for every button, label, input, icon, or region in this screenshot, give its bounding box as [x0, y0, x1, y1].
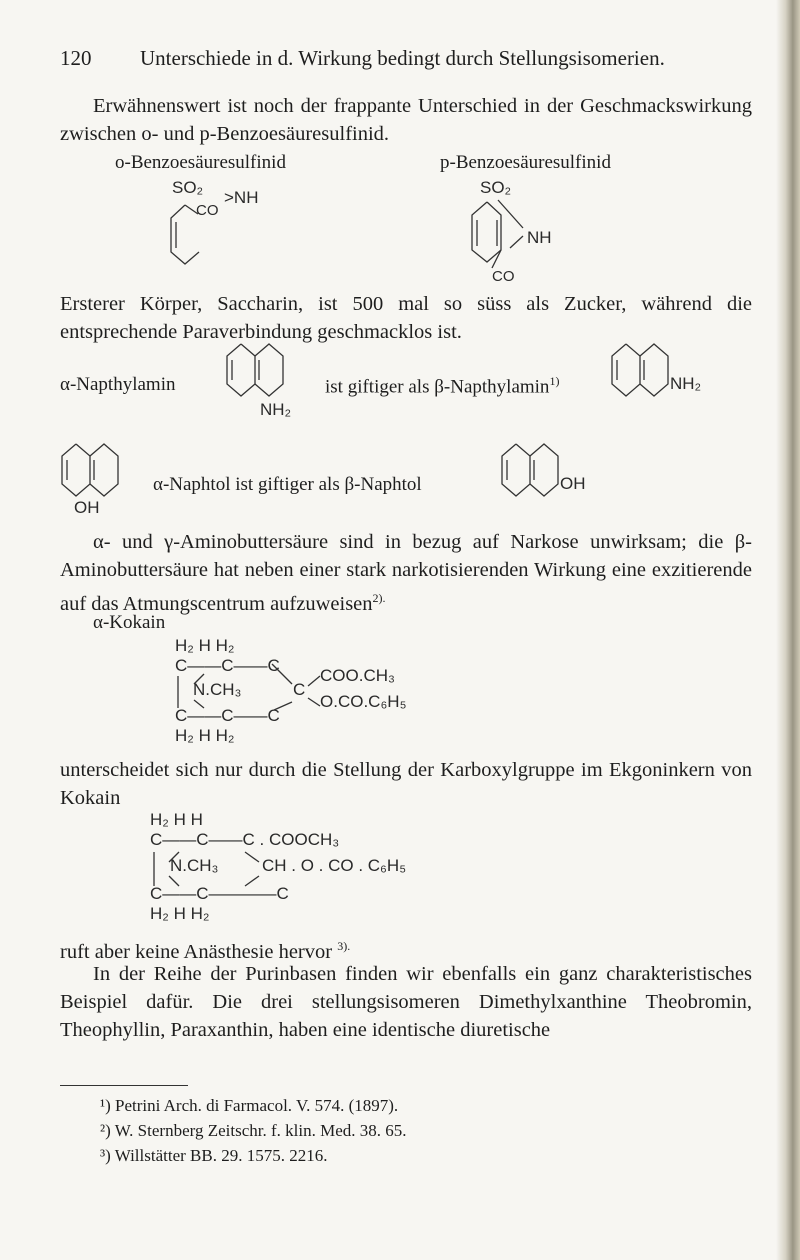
para3-text: α- und γ-Aminobuttersäure sind in bezug auf Narkose unwirksam; die β-Aminobuttersäure hat neben einer stark narkotisierenden Wirkung eine exzitierende auf das Atmungscentrum aufzuweisen [60, 531, 752, 615]
paragraph-aminobuttersaeure [60, 528, 752, 618]
kokain-nch3: N.CH₃ [193, 680, 242, 699]
footnote-rule [60, 1085, 188, 1086]
kokain-cooch3: COO.CH₃ [320, 666, 395, 685]
ekgonin-ch-ester: CH . O . CO . C₆H₅ [262, 856, 407, 875]
ekgonin-c-top: C——C——C . COOCH₃ [150, 830, 340, 849]
ekgonin-c-bot: C——C————C [150, 884, 289, 903]
ekgonin-bot-h: H₂ H H₂ [150, 904, 210, 923]
kokain-c-bot: C——C——C [175, 706, 280, 725]
alpha-nh2: NH₂ [260, 400, 292, 419]
ekgonin-top-h: H₂ H H [150, 810, 203, 829]
footnote-3: ³) Willstätter BB. 29. 1575. 2216. [100, 1146, 328, 1165]
beta-oh: OH [560, 474, 586, 493]
ortho-so2: SO₂ [172, 178, 204, 197]
ortho-label: o-Benzoesäuresulfinid [115, 152, 286, 173]
kokain-label: α-Kokain [93, 612, 166, 633]
ortho-benzene-ring [170, 200, 210, 275]
paragraph-intro: Erwähnenswert ist noch der frappante Unterschied in der Geschmackswirkung zwischen o- und p-Benzoesäuresulfinid. [60, 95, 752, 145]
para-label: p-Benzoesäuresulfinid [440, 152, 611, 173]
para-nh: NH [527, 228, 552, 247]
footnote-ref-1: 1) [549, 374, 560, 388]
kokain-c-top: C——C——C [175, 656, 280, 675]
page-edge [776, 0, 800, 1260]
paragraph-unterscheidet: unterscheidet sich nur durch die Stellung der Karboxylgruppe im Ekgoninkern von Kokain [60, 759, 752, 809]
page-number: 120 [60, 46, 92, 70]
paragraph-purinbasen: In der Reihe der Purinbasen finden wir ebenfalls ein ganz charakteristisches Beispiel dafür. Die drei stellungsisomeren Dimethylxanthine Theobromin, Theophyllin, Paraxanthin, haben eine identische diuretische [60, 963, 752, 1041]
kokain-top-h: H₂ H H₂ [175, 636, 235, 655]
ortho-nh: >NH [224, 188, 259, 207]
naphthylamin-text: ist giftiger als β-Napthylamin [325, 376, 550, 398]
alpha-naphthol-structure [60, 440, 140, 515]
ekgonin-bonds [145, 840, 285, 895]
naphthylamin-comparison [325, 374, 559, 398]
alpha-oh: OH [74, 498, 100, 517]
naphthol-comparison: α-Naphtol ist giftiger als β-Naphtol [153, 474, 422, 495]
para5-text: ruft aber keine Anästhesie hervor [60, 940, 333, 963]
para-so2: SO₂ [480, 178, 512, 197]
paragraph-saccharin: Ersterer Körper, Saccharin, ist 500 mal so süss als Zucker, während die entsprechende Paraverbindung geschmacklos ist. [60, 293, 752, 343]
footnote-1: ¹) Petrini Arch. di Farmacol. V. 574. (1897). [100, 1096, 399, 1115]
alpha-naphthylamin-label: α-Napthylamin [60, 374, 176, 395]
para-co: CO [492, 268, 515, 285]
kokain-ester: O.CO.C₆H₅ [320, 692, 407, 711]
kokain-bonds [170, 660, 330, 720]
ortho-co: CO [196, 202, 219, 219]
running-title: Unterschiede in d. Wirkung bedingt durch Stellungsisomerien. [140, 46, 665, 70]
kokain-bot-h: H₂ H H₂ [175, 726, 235, 745]
para-benzene-ring [470, 198, 530, 278]
ekgonin-nch3: N.CH₃ [170, 856, 219, 875]
footnote-2: ²) W. Sternberg Zeitschr. f. klin. Med. 38. 65. [100, 1121, 407, 1140]
footnote-ref-3: 3). [337, 939, 351, 953]
beta-nh2: NH₂ [670, 374, 702, 393]
footnote-ref-2: 2). [372, 591, 386, 605]
kokain-c-mid: C [293, 680, 306, 699]
